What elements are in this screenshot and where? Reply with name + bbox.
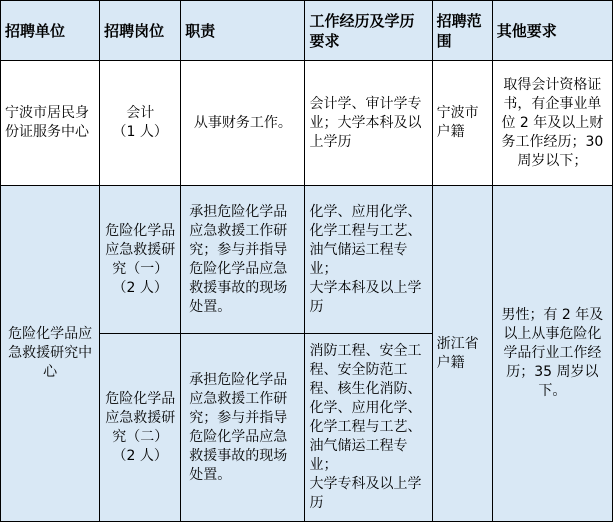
cell-requirement: 化学、应用化学、化学工程与工艺、油气储运工程专业； 大学本科及以上学历 xyxy=(305,186,432,334)
header-row xyxy=(1,1,613,61)
header-duty: 职责 xyxy=(181,1,305,61)
cell-other: 取得会计资格证书，有企事业单位 2 年及以上财务工作经历；30 周岁以下； xyxy=(492,61,612,186)
cell-position: 会计 （1 人） xyxy=(100,61,181,186)
cell-scope: 浙江省户籍 xyxy=(432,186,492,522)
cell-requirement: 消防工程、安全工程、安全防范工程、核生化消防、化学、应用化学、化学工程与工艺、油气储运工程专业； 大学专科及以上学历 xyxy=(305,334,432,522)
cell-duty: 从事财务工作。 xyxy=(181,61,305,186)
header-position: 招聘岗位 xyxy=(100,1,181,61)
cell-requirement: 会计学、审计学专业；大学本科及以上学历 xyxy=(305,61,432,186)
cell-unit: 危险化学品应急救援研究中心 xyxy=(1,186,100,522)
header-scope: 招聘范围 xyxy=(432,1,492,61)
cell-other: 男性；有 2 年及以上从事危险化学品行业工作经历；35 周岁以下。 xyxy=(492,186,612,522)
cell-position: 危险化学品应急救援研究（二） （2 人） xyxy=(100,334,181,522)
cell-scope: 宁波市户籍 xyxy=(432,61,492,186)
header-requirement: 工作经历及学历要求 xyxy=(305,1,432,61)
table-row xyxy=(1,186,613,334)
header-unit: 招聘单位 xyxy=(1,1,100,61)
cell-duty: 承担危险化学品应急救援工作研究；参与并指导危险化学品应急救援事故的现场处置。 xyxy=(181,186,305,334)
table-row xyxy=(1,61,613,186)
cell-duty: 承担危险化学品应急救援工作研究；参与并指导危险化学品应急救援事故的现场处置。 xyxy=(181,334,305,522)
cell-unit: 宁波市居民身份证服务中心 xyxy=(1,61,100,186)
header-other: 其他要求 xyxy=(492,1,612,61)
cell-position: 危险化学品应急救援研究（一） （2 人） xyxy=(100,186,181,334)
